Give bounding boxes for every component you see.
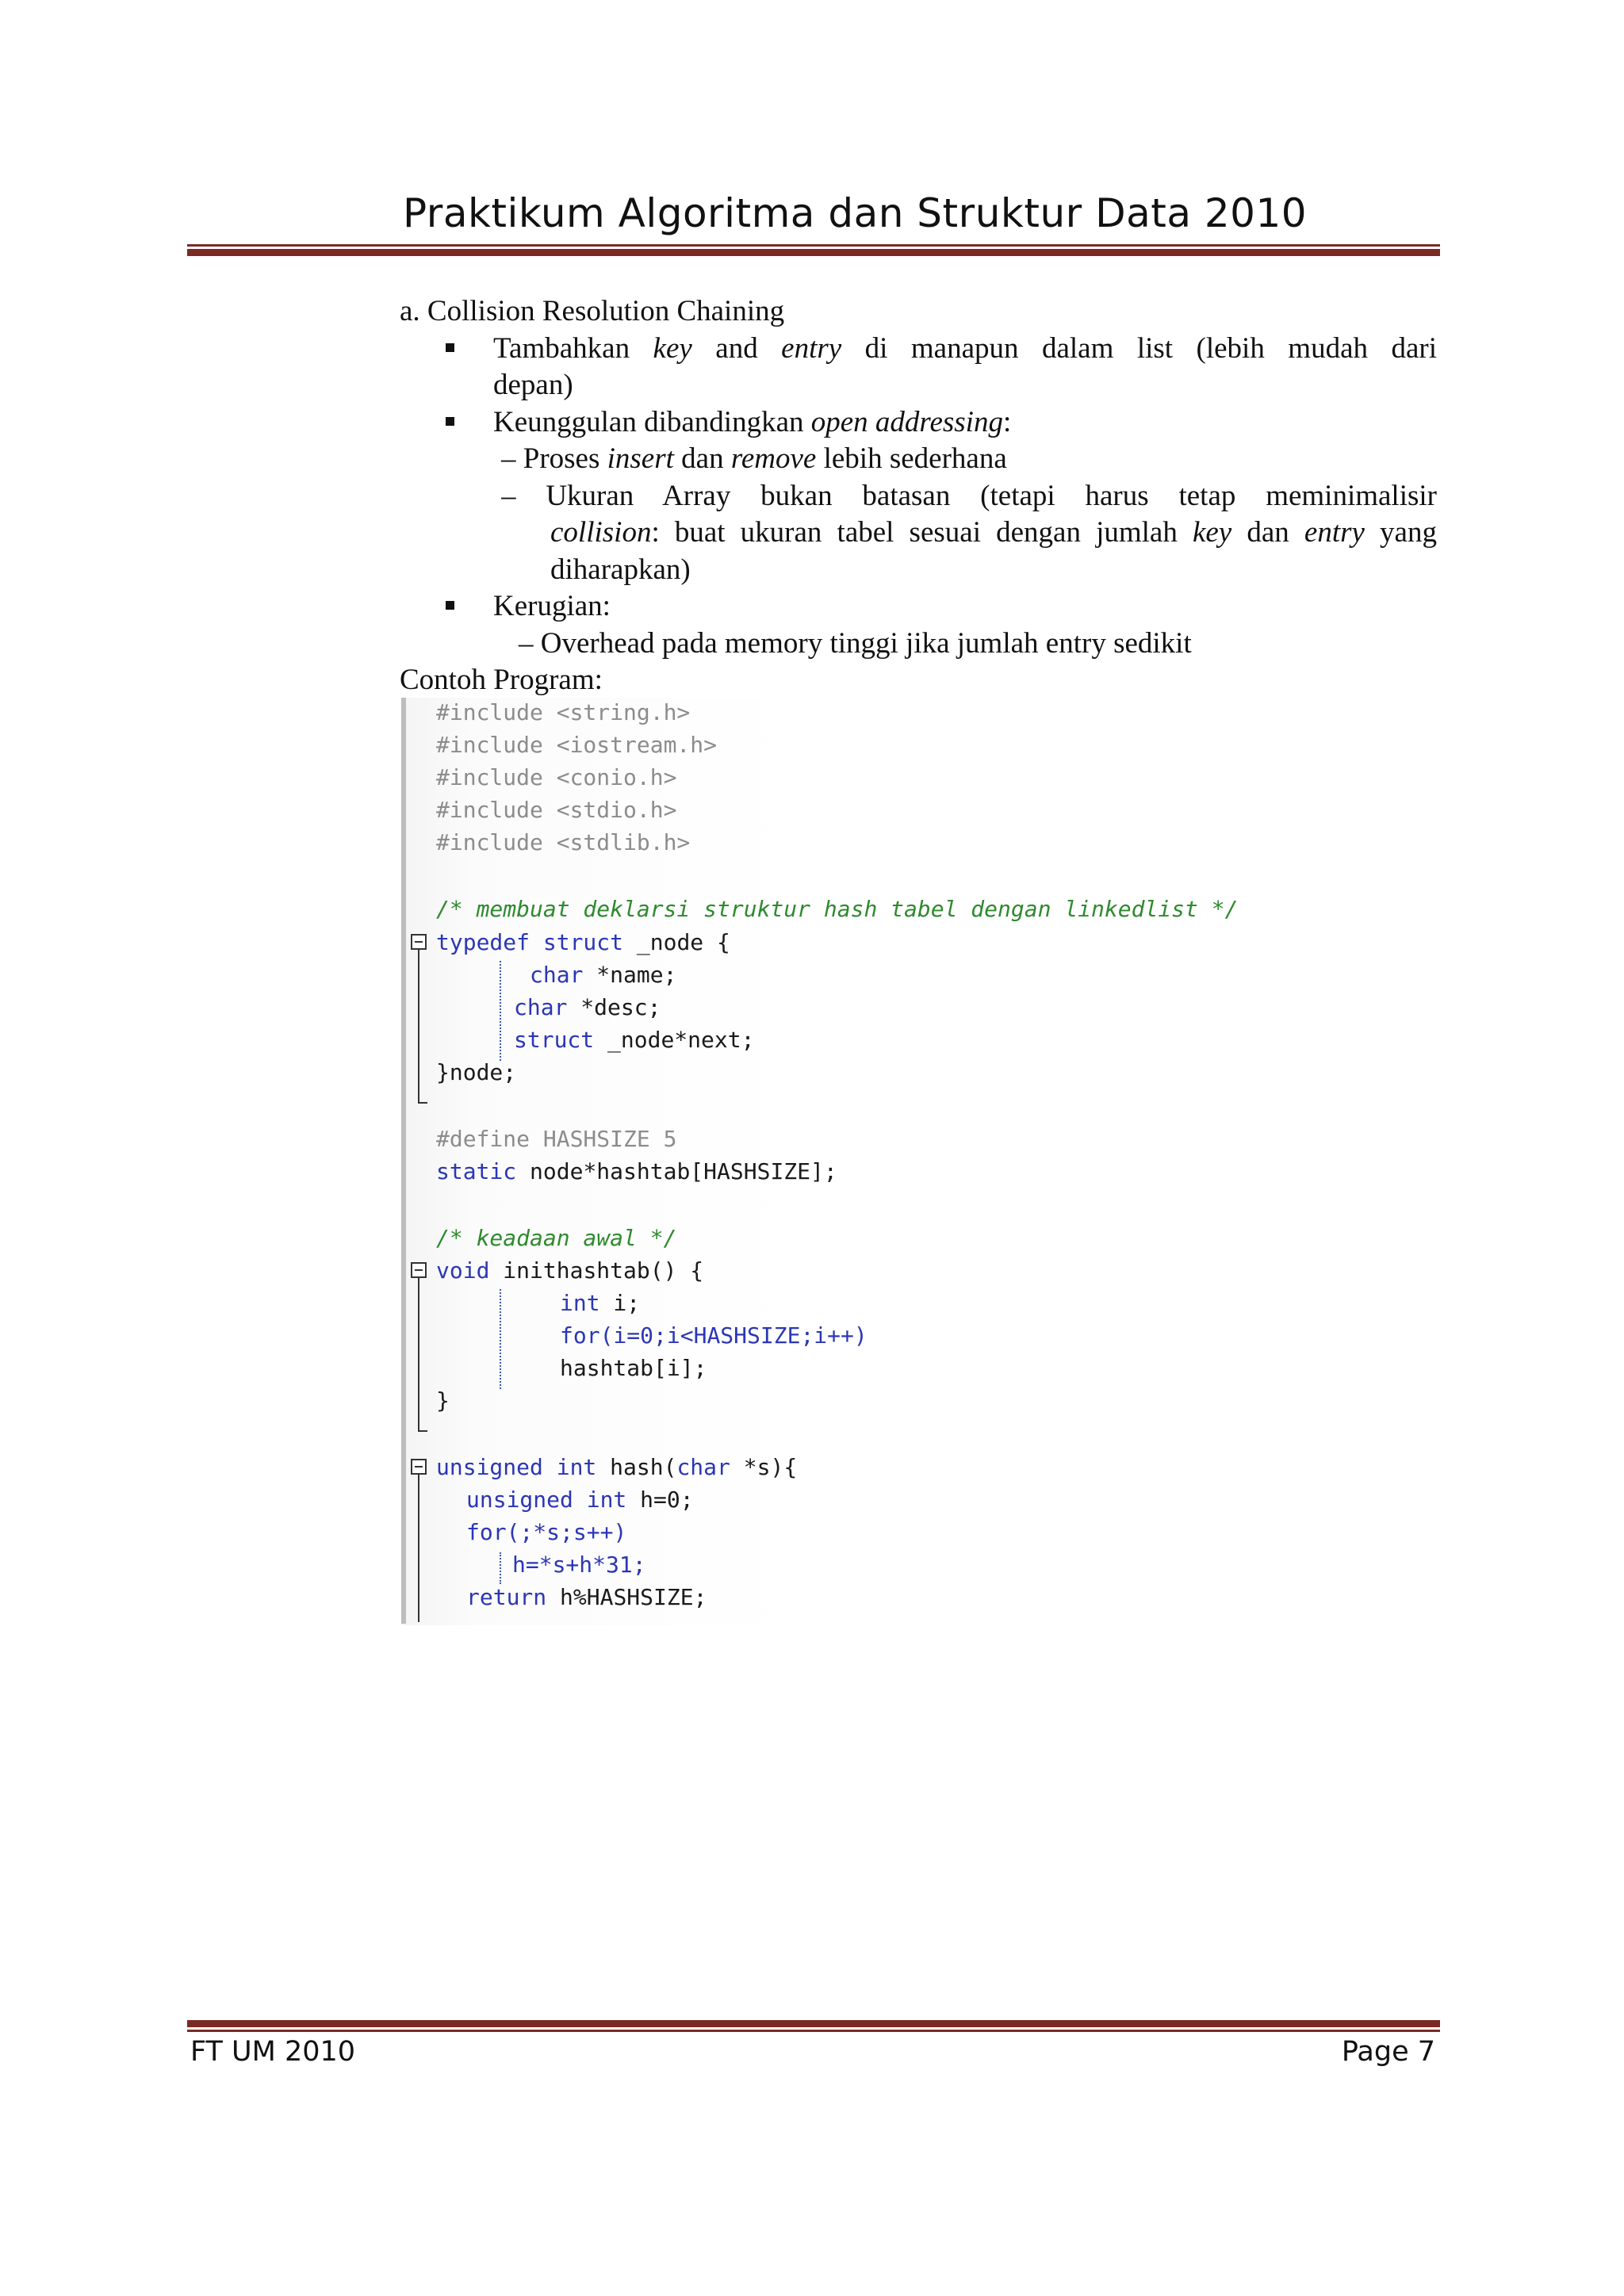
code-include-line: #include <string.h> [436,699,691,725]
indent-guide [500,1552,501,1584]
footer-rule [187,2020,1440,2032]
code-include-line: #include <iostream.h> [436,732,718,758]
bullet-item-2: Keunggulan dibandingkan open addressing: [493,405,1012,438]
fold-end [418,1102,427,1104]
code-include-line: #include <stdlib.h> [436,829,691,855]
sub-item-3: – Overhead pada memory tinggi jika jumlah entry sedikit [519,626,1192,660]
bullet-item-3: Kerugian: [493,590,611,622]
code-comment: /* membuat deklarsi struktur hash tabel dengan linkedlist */ [436,896,1239,922]
fold-end [418,1430,427,1432]
section-heading: a. Collision Resolution Chaining [400,295,785,327]
bullet-square-icon [446,601,454,610]
fold-collapse-icon [411,1262,427,1278]
code-line-field: char *name; [530,962,677,988]
sub-item-1: – Proses insert dan remove lebih sederhana [501,442,1007,475]
code-line-int: int i; [560,1290,641,1316]
code-define-line: #define HASHSIZE 5 [436,1126,677,1152]
fold-line [418,950,419,1104]
fold-line [418,1475,419,1622]
code-line-for: for(i=0;i<HASHSIZE;i++) [560,1322,868,1349]
code-line-close: }node; [436,1059,517,1085]
fold-collapse-icon [411,1459,427,1475]
sub-item-2: – Ukuran Array bukan batasan (tetapi harus tetap meminimalisir [501,479,1437,512]
code-line-for: for(;*s;s++) [466,1519,627,1545]
sub-item-2-end: diharapkan) [550,553,691,586]
bullet-item-1: Tambahkan key and entry di manapun dalam list (lebih mudah dari [493,331,1437,365]
code-line-uint: unsigned int h=0; [466,1487,694,1513]
code-line-h: h=*s+h*31; [512,1552,646,1578]
code-line-field: char *desc; [514,994,661,1020]
code-comment: /* keadaan awal */ [436,1225,677,1251]
page-number: Page 7 [1341,2036,1435,2068]
program-label: Contoh Program: [400,664,603,696]
fold-line [418,1278,419,1432]
code-include-line: #include <stdio.h> [436,797,677,823]
bullet-square-icon [446,417,454,426]
footer-left-text: FT UM 2010 [190,2036,356,2068]
bullet-item-1-cont: depan) [493,369,573,401]
code-include-line: #include <conio.h> [436,764,677,790]
page-header-title: Praktikum Algoritma dan Struktur Data 2010 [403,190,1308,236]
bullet-square-icon [446,343,454,352]
header-rule [187,244,1440,256]
code-line-void: void inithashtab() { [436,1257,704,1284]
fold-collapse-icon [411,934,427,950]
body-text [400,293,1437,699]
code-line-typedef: typedef struct _node { [436,929,730,955]
code-line-field: struct _node*next; [514,1027,755,1053]
code-line-close: } [436,1387,450,1414]
code-margin-bar [401,698,406,1624]
sub-item-2-cont: collision: buat ukuran tabel sesuai dengan jumlah key dan entry yang [550,516,1437,549]
code-line-return: return h%HASHSIZE; [466,1584,707,1610]
code-line-hash-signature: unsigned int hash(char *s){ [436,1454,798,1480]
code-line-static: static node*hashtab[HASHSIZE]; [436,1158,837,1184]
code-line-hashtab: hashtab[i]; [560,1355,707,1381]
indent-guide [500,961,501,1061]
indent-guide [500,1289,501,1389]
